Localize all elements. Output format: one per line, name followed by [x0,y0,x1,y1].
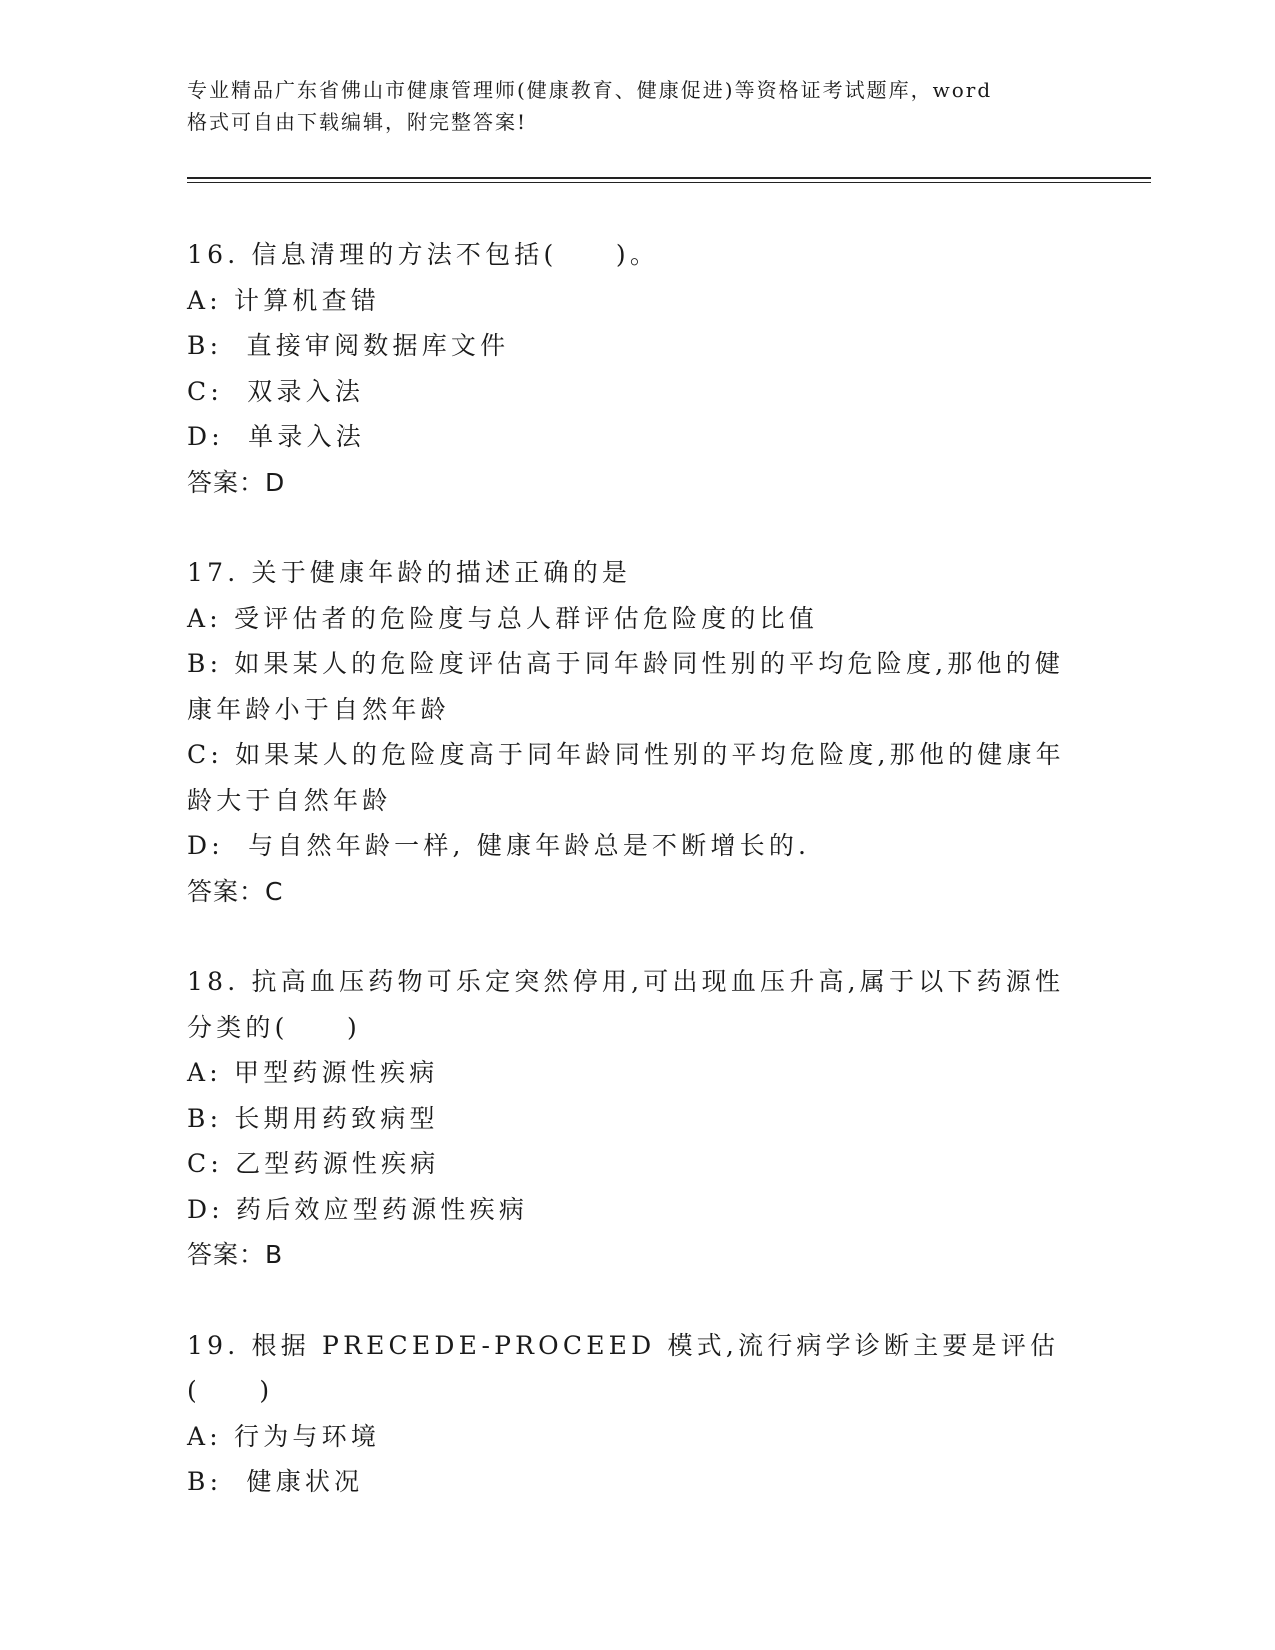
question-stem: 16. 信息清理的方法不包括( )。 [187,240,660,269]
option-a: A: 计算机查错 [187,285,381,315]
option-c: C: 如果某人的危险度高于同年龄同性别的平均危险度,那他的健康年 [187,740,1065,769]
question-stem: 18. 抗高血压药物可乐定突然停用,可出现血压升高,属于以下药源性 [187,967,1065,996]
header-divider-thick [187,177,1151,179]
option-d: D: 与自然年龄一样, 健康年龄总是不断增长的. [187,831,811,860]
option-c: C: 双录入法 [187,376,365,406]
option-a: A: 受评估者的危险度与总人群评估危险度的比值 [187,603,819,633]
question-17 [187,550,1067,914]
answer-label: 答案：B [187,1240,284,1269]
option-c-continued: 龄大于自然年龄 [187,785,392,815]
question-16 [187,232,1067,505]
option-c: C: 乙型药源性疾病 [187,1149,440,1178]
question-list [187,232,1067,1550]
option-b: B: 直接审阅数据库文件 [187,331,510,360]
document-header [187,74,1087,138]
option-b: B: 如果某人的危险度评估高于同年龄同性别的平均危险度,那他的健 [187,649,1065,678]
question-stem: 17. 关于健康年龄的描述正确的是 [187,558,632,587]
question-stem: 19. 根据 PRECEDE-PROCEED 模式,流行病学诊断主要是评估( ) [187,1330,1060,1405]
header-line-2: 格式可自由下载编辑，附完整答案! [187,110,528,134]
option-d: D: 单录入法 [187,422,365,451]
option-b: B: 健康状况 [187,1467,364,1496]
option-b: B: 长期用药致病型 [187,1103,439,1133]
option-a: A: 甲型药源性疾病 [187,1058,439,1087]
header-divider-thin [187,182,1151,183]
option-d: D: 药后效应型药源性疾病 [187,1194,529,1224]
answer-label: 答案：C [187,876,284,906]
answer-label: 答案：D [187,467,286,497]
question-18 [187,959,1067,1278]
option-a: A: 行为与环境 [187,1421,381,1451]
question-19 [187,1323,1067,1505]
header-line-1: 专业精品广东省佛山市健康管理师(健康教育、健康促进)等资格证考试题库，word [187,78,993,102]
option-b-continued: 康年龄小于自然年龄 [187,694,450,724]
question-stem-continued: 分类的( ) [187,1012,361,1042]
